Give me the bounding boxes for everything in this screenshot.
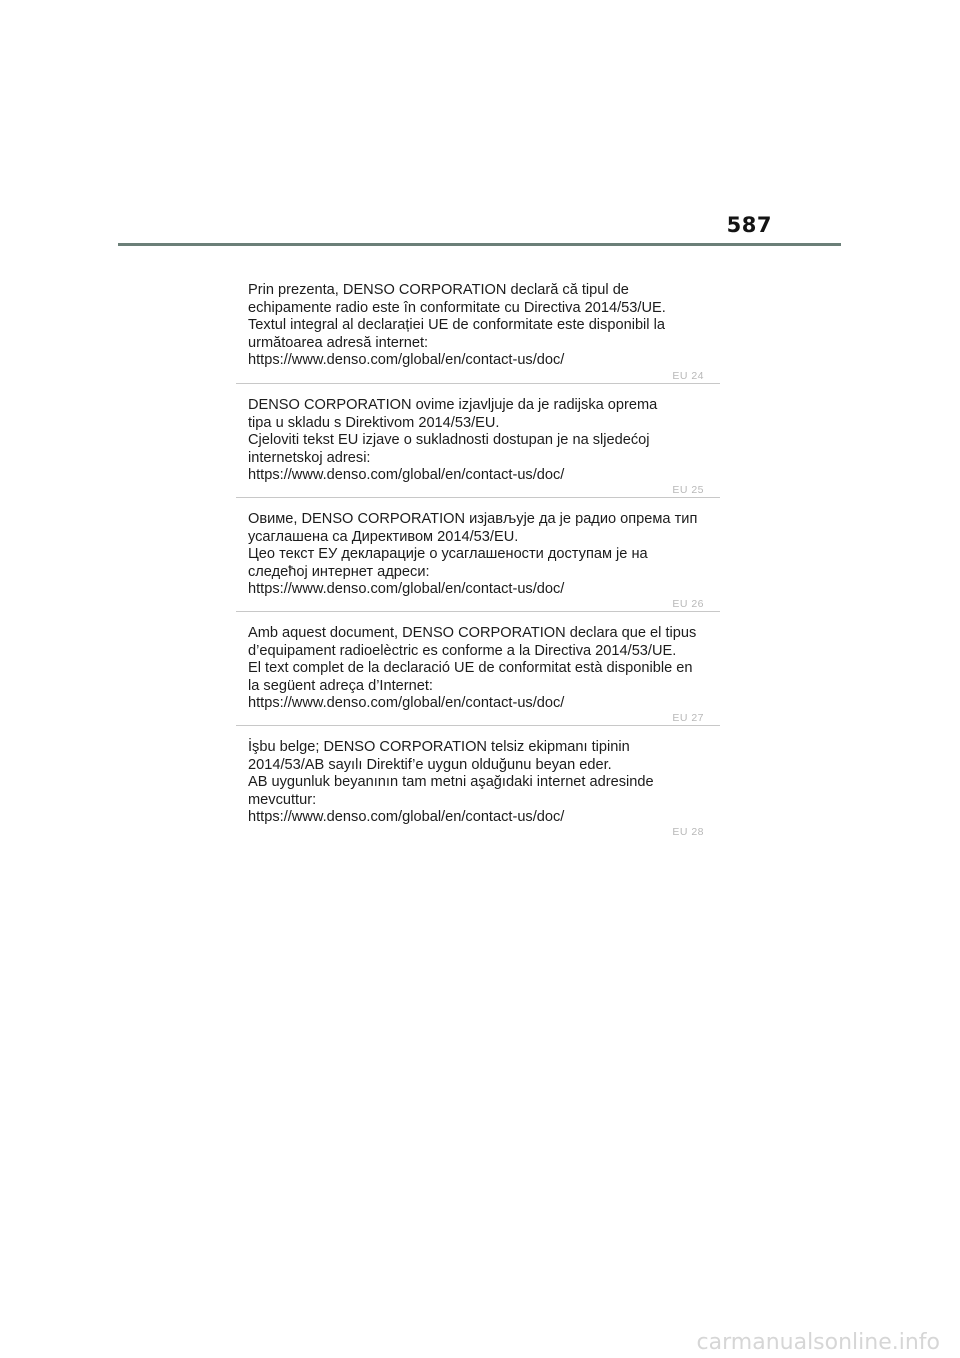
eu-code-label: EU 24 (672, 370, 704, 382)
site-watermark[interactable]: carmanualsonline.info (696, 1330, 940, 1355)
declaration-text: Овиме, DENSO CORPORATION изјављује да је радио опрема тип усаглашена са Директивом 2014/53/EU. Цео текст ЕУ декларације о усаглашености доступам је на следећој интернет адреси: https://www.denso.com/global/en/contact-us/doc/ (248, 511, 698, 598)
header-rule (118, 243, 841, 246)
section-divider (236, 725, 720, 726)
declaration-text: Prin prezenta, DENSO CORPORATION declară că tipul de echipamente radio este în conformitate cu Directiva 2014/53/UE. Textul integral al declarației UE de conformitate este disponibil la următoarea adresă internet: https://www.denso.com/global/en/contact-us/doc/ (248, 282, 666, 369)
section-divider (236, 611, 720, 612)
section-divider (236, 497, 720, 498)
eu-code-label: EU 25 (672, 484, 704, 496)
declaration-section-turkish (248, 739, 718, 827)
section-divider (236, 383, 720, 384)
declaration-text: İşbu belge; DENSO CORPORATION telsiz ekipmanı tipinin 2014/53/AB sayılı Direktif’e uygun olduğunu beyan eder. AB uygunluk beyanının tam metni aşağıdaki internet adresinde mevcuttur: https://www.denso.com/global/en/contact-us/doc/ (248, 739, 654, 826)
declaration-section-croatian (248, 397, 718, 485)
declaration-section-catalan (248, 625, 718, 713)
declaration-section-romanian (248, 282, 718, 370)
declaration-text: DENSO CORPORATION ovime izjavljuje da je radijska oprema tipa u skladu s Direktivom 2014/53/EU. Cjeloviti tekst EU izjave o sukladnosti dostupan je na sljedećoj internetskoj adresi: https://www.denso.com/global/en/contact-us/doc/ (248, 397, 658, 484)
declaration-text: Amb aquest document, DENSO CORPORATION declara que el tipus d’equipament radioelèctric es conforme a la Directiva 2014/53/UE. El text complet de la declaració UE de conformitat està disponible en la següent adreça d’Internet: https://www.denso.com/global/en/contact-us/doc/ (248, 625, 697, 712)
eu-code-label: EU 28 (672, 826, 704, 838)
site-footer (0, 1328, 960, 1358)
eu-code-label: EU 27 (672, 712, 704, 724)
page-number: 587 (726, 213, 772, 237)
eu-code-label: EU 26 (672, 598, 704, 610)
declaration-section-serbian (248, 511, 718, 599)
